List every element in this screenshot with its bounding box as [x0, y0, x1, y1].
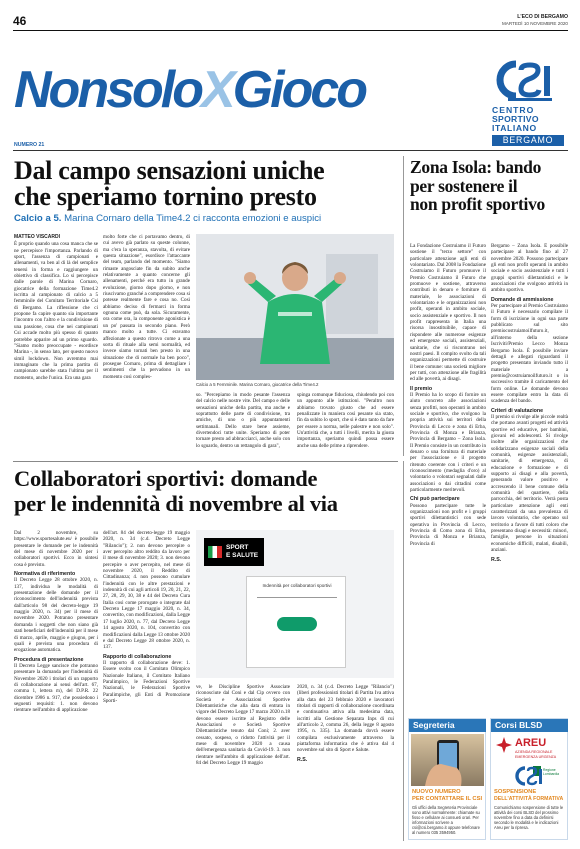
article3-headline	[14, 466, 399, 516]
sport-salute-card-badge	[277, 617, 317, 631]
page-number: 46	[13, 14, 27, 28]
article2-col2c-text: Il premio si rivolge alle piccole realtà che portano avanti progetti ed attività sportive ed educative, per bambini, giovani ed adolescenti. Si rivolge inoltre alle organizzazioni che solidarizzano esigenze sociali della comunità, esigenze assistenziali, sanitarie, di emergenza, di educazione e formazione e di supporto ai disagi e alla povertà, generando valore positivo e accrescendo il bene comune della comunità del quartiere, della parrocchia, del territorio. Verrà posta particolare attenzione agli enti caratterizzati da una prevalenza di lavoro volontario, che operano sul territorio a favore di tutti coloro che presentano disagi e necessità: minori, famiglie, persone in situazioni economiche difficili, malati, disabili, anziani.	[491, 413, 568, 554]
article3-col3-text: ve, le Discipline Sportive Associate riconosciute dal Coni e dal Cip ovvero con Società e Associazioni Sportive Dilettantistiche che alla data di entrata in vigore del Decreto Legge 17 marzo 2020 n.18 devono essere iscritte al Registro delle Associazioni e Società Sportive Dilettantistiche tenuto dal Coni; 2. aver cessato, sospeso, o ridotto l'attività per il mese di novembre 2020 a causa dell'emergenza sanitaria da Covid-19. 3. non rientrare nell'ambito di applicazione dell'art. 84 del Decreto Legge 19 maggio	[196, 684, 290, 767]
article3-col1-text: Dal 2 novembre, su https://www.sportesalute.eu/ è possibile presentare le domande per le indennità del mese di novembre 2020 per i collaboratori sportivi. Ecco in sintesi cosa è previsto.	[14, 530, 98, 568]
article3-col2-text: dell'art. 84 del decreto-legge 19 maggio 2020, n. 34 (c.d. Decreto Legge "Rilancio"); 2. non devono percepire o aver percepito altro reddito da lavoro per il mese di novembre 2020; 3. non devono percepire o aver percepito, nel mese di novembre 2020, il Reddito di Cittadinanza; 4. non possono cumulare l'indennità con le altre prestazioni e indennità di cui agli articoli 19, 20, 21, 22, 27, 28, 29, 30, 38 e 44 del Decreto Cura Italia così come prorogate o integrate dal Decreto Legge 17 maggio 2020, n. 34, convertito, con modificazioni, dalla Legge 17 luglio 2020, n. 77, dal Decreto Legge 14 agosto 2020, n. 104, convertito con modificazioni dalla Legge 13 ottobre 2020 e dal Decreto Legge 28 ottobre 2020, n. 137.	[103, 530, 190, 651]
article1-col1	[14, 234, 98, 456]
blsd-csi-mark	[515, 765, 545, 787]
blsd-title-line2: DELL'ATTIVITÀ FORMATIVA	[494, 796, 564, 802]
segreteria-box	[408, 718, 486, 840]
regione-lombardia-label: Regione Lombardia	[543, 768, 560, 776]
article2-headline-line1: Zona Isola: bando	[410, 157, 542, 177]
csi-mini-logo-icon	[515, 765, 545, 787]
sport-salute-line1: SPORT	[226, 544, 249, 551]
article1-byline: MATTEO VISCARDI	[14, 234, 61, 240]
article1-headline-line1: Dal campo sensazioni uniche	[14, 156, 325, 185]
publication-name: L'ECO DI BERGAMO	[517, 14, 568, 20]
article3-col1	[14, 530, 98, 838]
article1-col2-text: molto forte che ci portavamo dentro, di cui avevo già parlato su queste colonne, ma c'era la speranza, stavolta, di evitare questa situazione", esordisce l'attaccante del team, parlando del momento. "Siamo rimaste angosciate fin da subito anche relativamente a quanto concerne gli allenamenti, perché era tutto in grande evoluzione, giorno dopo giorno, e non riuscivamo granché a comprendere cosa si potesse realmente fare e cosa no. Così abbiamo deciso di fermarci in forma ognuna come può, da sola. Sicuramente, ora come ora, la componente agonistica è un po' passata in secondo piano. Però manco molto a tutte. Ci eravamo affezionate a questo ritrovo come a una sorta di rituale alla semi normalità, ed invece siamo tornati ben presto in una situazione che di normale ha ben poco", prosegue Cornaro, prima di dettagliare i sentimenti che la pervadono in un momento così comples-	[103, 234, 190, 380]
sport-salute-banner	[204, 538, 264, 566]
blsd-header: Corsi BLSD	[491, 719, 568, 732]
blsd-box	[490, 718, 568, 840]
article2-headline-line3: non profit sportivo	[410, 194, 545, 214]
publication-date: MARTEDÌ 10 NOVEMBRE 2020	[501, 21, 568, 26]
article3-col1c-text: Il Decreto Legge sancisce che potranno presentare la domanda per l'indennità di Novembre 2020 i titolari di un rapporto di collaborazione ai sensi dell'art. 67, comma 1, lettera m), del D.P.R. 22 dicembre 1986 n. 917, che possiedono i seguenti requisiti: 1. non devono rientrare nell'ambito di applicazione	[14, 662, 98, 714]
article2-headline-line2: per sostenere il	[410, 175, 518, 196]
sport-salute-card	[246, 576, 346, 668]
masthead-x: X	[200, 61, 233, 119]
article1-col3	[196, 392, 290, 456]
areu-star-icon	[496, 737, 512, 753]
sport-salute-line2: E SALUTE	[226, 552, 259, 559]
article2-sub4: Criteri di valutazione	[491, 407, 544, 414]
article3-image	[196, 530, 394, 678]
masthead-rule	[13, 150, 568, 151]
italia-flag-icon	[208, 546, 222, 558]
csi-logo-line1: CENTRO	[492, 105, 535, 115]
areu-logo-text: AREU	[515, 737, 547, 749]
article1-deck	[14, 213, 399, 224]
article3-col1b-text: Il Decreto Legge 28 ottobre 2020, n. 137, individua le modalità di presentazione delle domande per il riconoscimento dell'indennità prevista dall'articolo 98 del decreto-legge 19 maggio 2020, n. 34) per il mese di novembre 2020. Potranno presentare domanda i soggetti che non siano già stati beneficiari dell'indennità per il mese di marzo, aprile, maggio e giugno, per i quali è prevista una procedura di erogazione automatica.	[14, 577, 98, 654]
article3-signature: R.S.	[297, 756, 308, 763]
segreteria-photo	[411, 734, 484, 786]
article3-col2	[103, 530, 190, 838]
article1-deck-text: Marina Cornaro della Time4.2 ci racconta emozioni e auspici	[61, 213, 322, 224]
article1-photo-caption: Calcio a 5 Femminile. Marina Cornaro, giocatrice della Time4.2	[196, 382, 319, 387]
article1-deck-lead: Calcio a 5.	[14, 213, 62, 224]
header-rule	[13, 30, 568, 31]
article2-col1	[410, 243, 486, 720]
segreteria-text: Gli uffici della Segreteria Provinciale sono attivi normalmente: chiamate su fisso e cellulare ai consueti orari. Per informazioni scrivere a csi@csi.bergamo.it oppure telefonare al numero 035 3594950.	[412, 805, 480, 835]
article1-col4-text: spinga comunque fiduciosa, chiudendo poi con un appunto alle istituzioni. "Peraltro non abbiamo trovato giusto che ad essere penalizzate in maniera così pesante sia stato, fin da subito lo sport, che si è dato tanto da fare per essere a norma, nelle palestre e non solo". Un'attività che, a tutti i livelli, merita la giusta importanza, speriamo quindi possa essere anche una delle prime a riprendere.	[297, 392, 394, 449]
issue-number: NUMERO 21	[14, 142, 45, 148]
areu-logo-sub2: EMERGENZA URGENZA	[515, 755, 557, 759]
column-separator-bottom	[403, 461, 404, 841]
article3-sub3: Rapporto di collaborazione	[103, 653, 172, 660]
article3-sub2: Procedura di presentazione	[14, 656, 84, 663]
article3-rule	[13, 461, 398, 462]
article2-sub2: Chi può partecipare	[410, 496, 460, 503]
article1-headline-line2: che speriamo tornino presto	[14, 182, 317, 211]
masthead-gioco: Gioco	[232, 61, 366, 119]
player-illustration	[196, 234, 394, 380]
csi-logo	[488, 56, 568, 150]
article3-headline-line2: per le indennità di novembre al via	[14, 491, 338, 516]
article1-headline	[14, 158, 394, 210]
article2-col1b-text: Il Premio ha lo scopo di fornire un aiuto concreto alle associazioni senza profitti, non operanti in ambito sociale e sportivo, che svolgono la propria attività sui territori della Provincia di Lecco e zona di Erba, Provincia di Monza e Brianza, Provincia di Bergamo – Zona Isola. Il Premio consiste in un contributo in denaro o una fornitura di materiale per l'associazione e il progetto ritenuto coerente con i criteri e un riconoscimento (medaglia d'oro) al volontario o volontari segnalati dalle associazioni o dai cittadini come particolarmente meritevoli.	[410, 391, 486, 494]
csi-logo-line3: ITALIANO	[492, 123, 537, 133]
sport-salute-card-line	[257, 597, 337, 598]
segreteria-title-line1: NUOVO NUMERO	[412, 789, 461, 795]
article2-signature: R.S.	[491, 556, 502, 563]
areu-logo-sub1: AZIENDA REGIONALE	[515, 750, 553, 754]
column-separator	[403, 156, 404, 456]
phone-hand-icon	[411, 734, 484, 786]
masthead-nonsolo: Nonsolo	[14, 61, 201, 119]
article3-col4	[297, 684, 394, 838]
article2-headline	[410, 158, 570, 214]
article3-sub1: Normativa di riferimento	[14, 571, 76, 578]
article2-col2-text: Bergamo – Zona Isola. È possibile partecipare al bando fino al 27 novembre 2020. Possono partecipare gli enti non profit operanti in ambito sociale e socio assistenziale e tutti i gruppi sportivi dilettantistici e le associazioni che svolgono attività in ambito sportivo.	[491, 243, 568, 294]
article1-col2	[103, 234, 190, 456]
article2-col2	[491, 243, 568, 720]
article1-col1-text: È proprio quando una cosa manca che se ne percepisce l'importanza. Parlando di sport, l'assenza di campionati e allenamenti, va ben al di là del semplice tenersi in forma e raggiungere un obiettivo di classifica. Lo si percepisce dalle parole di Marina Cornaro, giocatrice della formazione Time4.2 iscritta al campionato di calcio a 5 femminile del Comitato Territoriale Csi di Bergamo. La riflessione che ci propone fa capire quanto sia importante l'incontro con l'altro e la condivisione di una passione, cosa che nei campionati Csi accade molto più spesso di quanto potrebbe apparire ad un primo sguardo. "Siamo molto preoccupate - esordisce Marina -, in senso lato, per questo nuovo simil lockdown. Non avremmo mai immaginato che la prima partita di campionato sarebbe stata l'ultima per il momento, anche l'unica. Era una gara	[14, 241, 98, 381]
blsd-title-line1: SOSPENSIONE	[494, 789, 537, 795]
segreteria-title-line2: PER CONTATTARE IL CSI	[412, 796, 483, 802]
segreteria-header: Segreteria	[409, 719, 486, 732]
masthead	[14, 61, 366, 119]
sport-salute-card-title: Indennità per collaboratori sportivi	[262, 583, 332, 588]
csi-logo-line2: SPORTIVO	[492, 114, 539, 124]
article2-sub3: Domande di ammissione	[491, 296, 554, 303]
article3-col2b-text: Il rapporto di collaborazione deve: 1. Essere svolto con il Comitato Olimpico Nazionale Italiano, il Comitato Italiano Paralimpico, le Federazioni Sportive Nazionali, le Federazioni Sportive Paralimpiche, gli Enti di Promozione Sporti-	[103, 659, 190, 704]
article1-col4	[297, 392, 394, 456]
csi-logo-mark	[488, 56, 568, 104]
csi-logo-city: BERGAMO	[492, 135, 564, 146]
article2-sub1: Il premio	[410, 385, 433, 392]
article2-col2b-text: Per partecipare al Premio Costruiamo il Futuro è necessario compilare il form di iscrizione in ogni sua parte pubblicato sul sito premiocostruiamoilfuturo.it, all'interno della sezione Iscriviti/Premio Lecco Monza Bergamo Isola. È possibile inviare dettagli e allegati riguardanti il progetto presentato inviando tutto il materiale a premio@costruiamoilfuturo.it o in successivo tramite il caricamento del form online. Le domande devono essere compilate entro la data di scadenza del bando.	[491, 303, 568, 405]
article3-headline-line1: Collaboratori sportivi: domande	[14, 466, 318, 491]
article3-col3	[196, 684, 290, 838]
article1-col3-text: so. "Percepiamo in modo pesante l'assenza del calcio nelle nostre vite. Del campo e delle sensazioni uniche della partita, ma anche e soprattutto delle parte di condivisione, tra amiche, di uno o più appuntamenti settimanali. Dello stare bene assieme, divertendoci tutte unite. Speriamo di poter tornare presto ad abbracciarci, anche solo con lo sguardo, dentro un rettangolo di gara",	[196, 392, 290, 449]
article3-col4-text: 2020, n. 34 (c.d. Decreto Legge "Rilancio") (liberi professionisti titolari di Partita Iva attiva alla data del 23 febbraio 2020 e lavoratori titolari di rapporti di collaborazione coordinata e continuativa attiva alla medesima data, iscritti alla Gestione Separata Inps di cui all'articolo 2, comma 26, della legge 8 agosto 1995, n. 335). La domanda dovrà essere compilata esclusivamente attraverso la piattaforma informatica che è attiva dal 4 novembre sul sito di Sport e Salute.	[297, 684, 394, 754]
blsd-text: Comunichiamo sospensione di tutte le attività dei corsi BLSD del prossimo novembre fino a data da definirsi secondo le modalità e le indicazioni Areu per la ripresa.	[494, 805, 564, 830]
article2-col1-text: La Fondazione Costruiamo il Futuro sostiene il "terzo settore" con particolare attenzione agli enti di volontariato. Dal 2008 la Fondazione Costruiamo il Futuro promuove il Premio Costruiamo il Futuro che promuove e sostiene, attraverso contributi in denaro e forniture di materiale, le associazioni di volontariato e le organizzazioni non profit, operanti in ambito sociale, socio assistenziale e sportivo. Il non profit rappresenta in Italia una risorsa insostituibile, capace di rispondere alle numerose esigenze ed emergenze sociali, assistenziali, sanitarie, che si riscontrano nei nostri paesi. Il compito svolto da tali organizzazioni permette di costruire il bene comune: una società migliore per tutti, con attenzione alle fragilità ed alle povertà, ai disagi.	[410, 243, 486, 383]
article2-col1c-text: Possono partecipare tutte le organizzazioni non profit e i gruppi sportivi dilettantistici con sede operativa in Provincia di Lecco, Provincia di Como zona di Erba, Provincia di Monza e Brianza, Provincia di	[410, 502, 486, 547]
article1-photo	[196, 234, 394, 380]
